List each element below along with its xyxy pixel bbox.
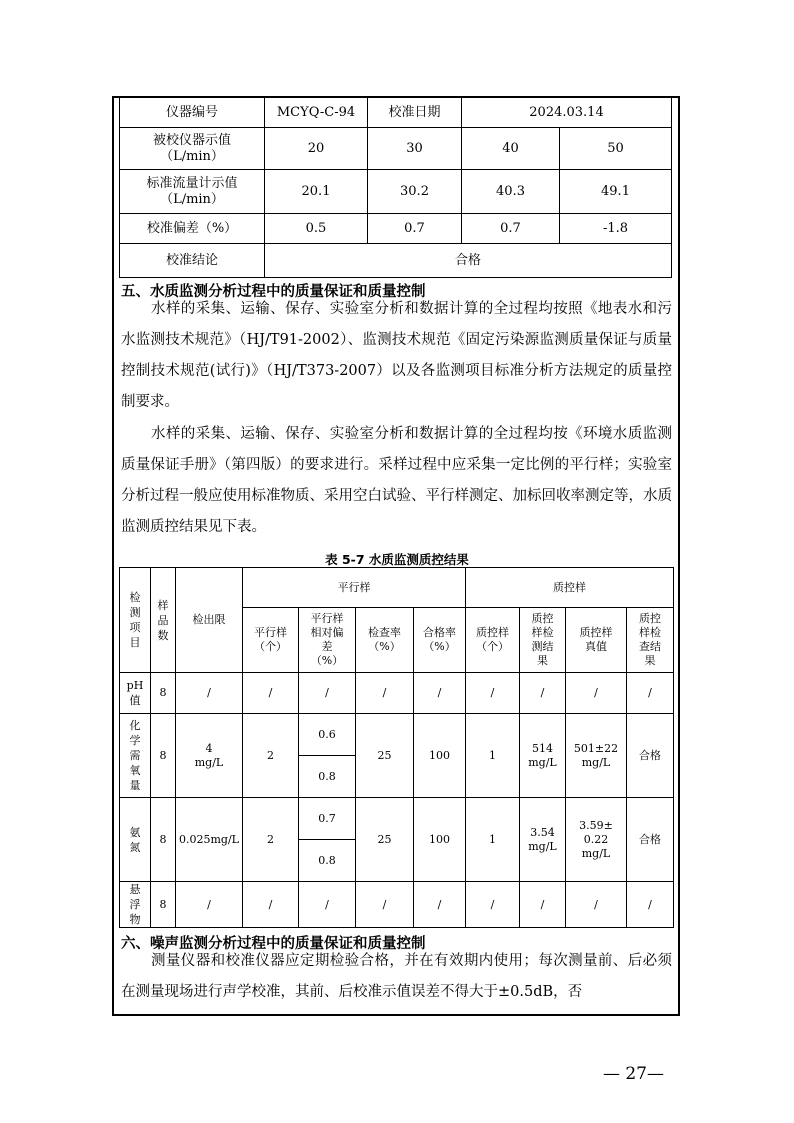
cell-item: 氨 氮 (120, 798, 151, 882)
cell-qc-count: / (466, 882, 520, 928)
cell-deviation: 0.8 (299, 840, 356, 882)
table-caption: 表 5-7 水质监测质控结果 (325, 552, 469, 567)
header-check-rate: 检查率 （%） (356, 608, 414, 673)
header-parallel-group: 平行样 (243, 568, 466, 608)
cell-qc-conclusion: 合格 (627, 714, 674, 798)
cell-limit: 4 mg/L (176, 714, 243, 798)
header-parallel-deviation: 平行样 相对偏 差 （%） (299, 608, 356, 673)
calib-label: 校准偏差（%） (120, 214, 265, 244)
header-qc-true-value: 质控样 真值 (566, 608, 627, 673)
cell-qc-result: / (520, 673, 566, 714)
header-qc-conclusion: 质控 样检 查结 果 (627, 608, 674, 673)
calib-conclusion-label: 校准结论 (120, 244, 265, 278)
table-row (120, 798, 674, 840)
header-qc-group: 质控样 (466, 568, 674, 608)
section6-heading: 六、噪声监测分析过程中的质量保证和质量控制 (121, 936, 426, 952)
calib-date-label: 校准日期 (368, 98, 462, 128)
table-row (120, 882, 674, 928)
cell-pass-rate: 100 (414, 714, 466, 798)
table-row (120, 714, 674, 756)
calib-cell: 50 (560, 128, 672, 170)
calib-cell: -1.8 (560, 214, 672, 244)
cell-item: pH 值 (120, 673, 151, 714)
calib-cell: 0.7 (368, 214, 462, 244)
calib-cell: 30.2 (368, 170, 462, 214)
qc-results-table (119, 567, 674, 928)
table-row (120, 673, 674, 714)
calib-cell: 0.7 (462, 214, 560, 244)
header-parallel-count: 平行样 （个） (243, 608, 299, 673)
cell-limit: / (176, 673, 243, 714)
calib-label: 仪器编号 (120, 98, 265, 128)
cell-qc-true: / (566, 673, 627, 714)
calib-row-instrument (120, 98, 672, 128)
cell-limit: 0.025mg/L (176, 798, 243, 882)
header-pass-rate: 合格率 （%） (414, 608, 466, 673)
cell-check-rate: 25 (356, 714, 414, 798)
cell-qc-count: 1 (466, 798, 520, 882)
calib-label: 被校仪器示值 （L/min） (120, 128, 265, 170)
cell-parallel-count: / (243, 673, 299, 714)
cell-count: 8 (151, 714, 176, 798)
cell-check-rate: / (356, 673, 414, 714)
cell-qc-count: 1 (466, 714, 520, 798)
calib-row (120, 170, 672, 214)
cell-pass-rate: 100 (414, 798, 466, 882)
cell-parallel-count: 2 (243, 798, 299, 882)
cell-item: 悬 浮 物 (120, 882, 151, 928)
cell-deviation: / (299, 673, 356, 714)
calib-cell: 40 (462, 128, 560, 170)
calib-cell: 0.5 (265, 214, 368, 244)
header-qc-count: 质控样 （个） (466, 608, 520, 673)
calib-cell: 30 (368, 128, 462, 170)
calib-instrument-id: MCYQ-C-94 (265, 98, 368, 128)
cell-qc-true: 501±22 mg/L (566, 714, 627, 798)
cell-qc-result: 3.54 mg/L (520, 798, 566, 882)
cell-qc-conclusion: / (627, 673, 674, 714)
cell-qc-true: 3.59± 0.22 mg/L (566, 798, 627, 882)
calib-conclusion-value: 合格 (265, 244, 672, 278)
header-item: 检 测 项 目 (120, 568, 151, 673)
cell-check-rate: / (356, 882, 414, 928)
page-number: — 27— (602, 1064, 664, 1084)
cell-count: 8 (151, 673, 176, 714)
calibration-table (119, 97, 672, 278)
calib-label: 标准流量计示值 （L/min） (120, 170, 265, 214)
cell-qc-conclusion: 合格 (627, 798, 674, 882)
cell-item: 化 学 需 氧 量 (120, 714, 151, 798)
cell-check-rate: 25 (356, 798, 414, 882)
calib-row-conclusion (120, 244, 672, 278)
calib-row (120, 214, 672, 244)
cell-pass-rate: / (414, 882, 466, 928)
cell-qc-true: / (566, 882, 627, 928)
cell-qc-count: / (466, 673, 520, 714)
cell-count: 8 (151, 798, 176, 882)
cell-parallel-count: 2 (243, 714, 299, 798)
cell-deviation: 0.6 (299, 714, 356, 756)
cell-deviation: 0.8 (299, 756, 356, 798)
cell-parallel-count: / (243, 882, 299, 928)
cell-count: 8 (151, 882, 176, 928)
header-limit: 检出限 (176, 568, 243, 673)
section5-heading: 五、水质监测分析过程中的质量保证和质量控制 (121, 284, 426, 300)
calib-cell: 40.3 (462, 170, 560, 214)
section5-paragraph-2: 水样的采集、运输、保存、实验室分析和数据计算的全过程均按《环境水质监测质量保证手册》（第四版）的要求进行。采样过程中应采集一定比例的平行样；实验室分析过程一般应使用标准物质、采用空白试验、平行样测定、加标回收率测定等，水质监测质控结果见下表。 (121, 426, 672, 535)
qc-header-row (120, 568, 674, 608)
cell-qc-conclusion: / (627, 882, 674, 928)
calib-cell: 20.1 (265, 170, 368, 214)
cell-qc-result: / (520, 882, 566, 928)
header-qc-result: 质控 样检 测结 果 (520, 608, 566, 673)
header-count: 样 品 数 (151, 568, 176, 673)
cell-pass-rate: / (414, 673, 466, 714)
section6-paragraph: 测量仪器和校准仪器应定期检验合格，并在有效期内使用；每次测量前、后必须在测量现场进行声学校准，其前、后校准示值误差不得大于±0.5dB，否 (121, 953, 672, 1000)
cell-limit: / (176, 882, 243, 928)
calib-cell: 49.1 (560, 170, 672, 214)
section5-paragraph-1: 水样的采集、运输、保存、实验室分析和数据计算的全过程均按照《地表水和污水监测技术规范》（HJ/T91-2002）、监测技术规范《固定污染源监测质量保证与质量控制技术规范(试行)》（HJ/T373-2007）以及各监测项目标准分析方法规定的质量控制要求。 (121, 301, 672, 410)
cell-qc-result: 514 mg/L (520, 714, 566, 798)
cell-deviation: 0.7 (299, 798, 356, 840)
calib-row (120, 128, 672, 170)
cell-deviation: / (299, 882, 356, 928)
calib-cell: 20 (265, 128, 368, 170)
calib-date-value: 2024.03.14 (462, 98, 672, 128)
